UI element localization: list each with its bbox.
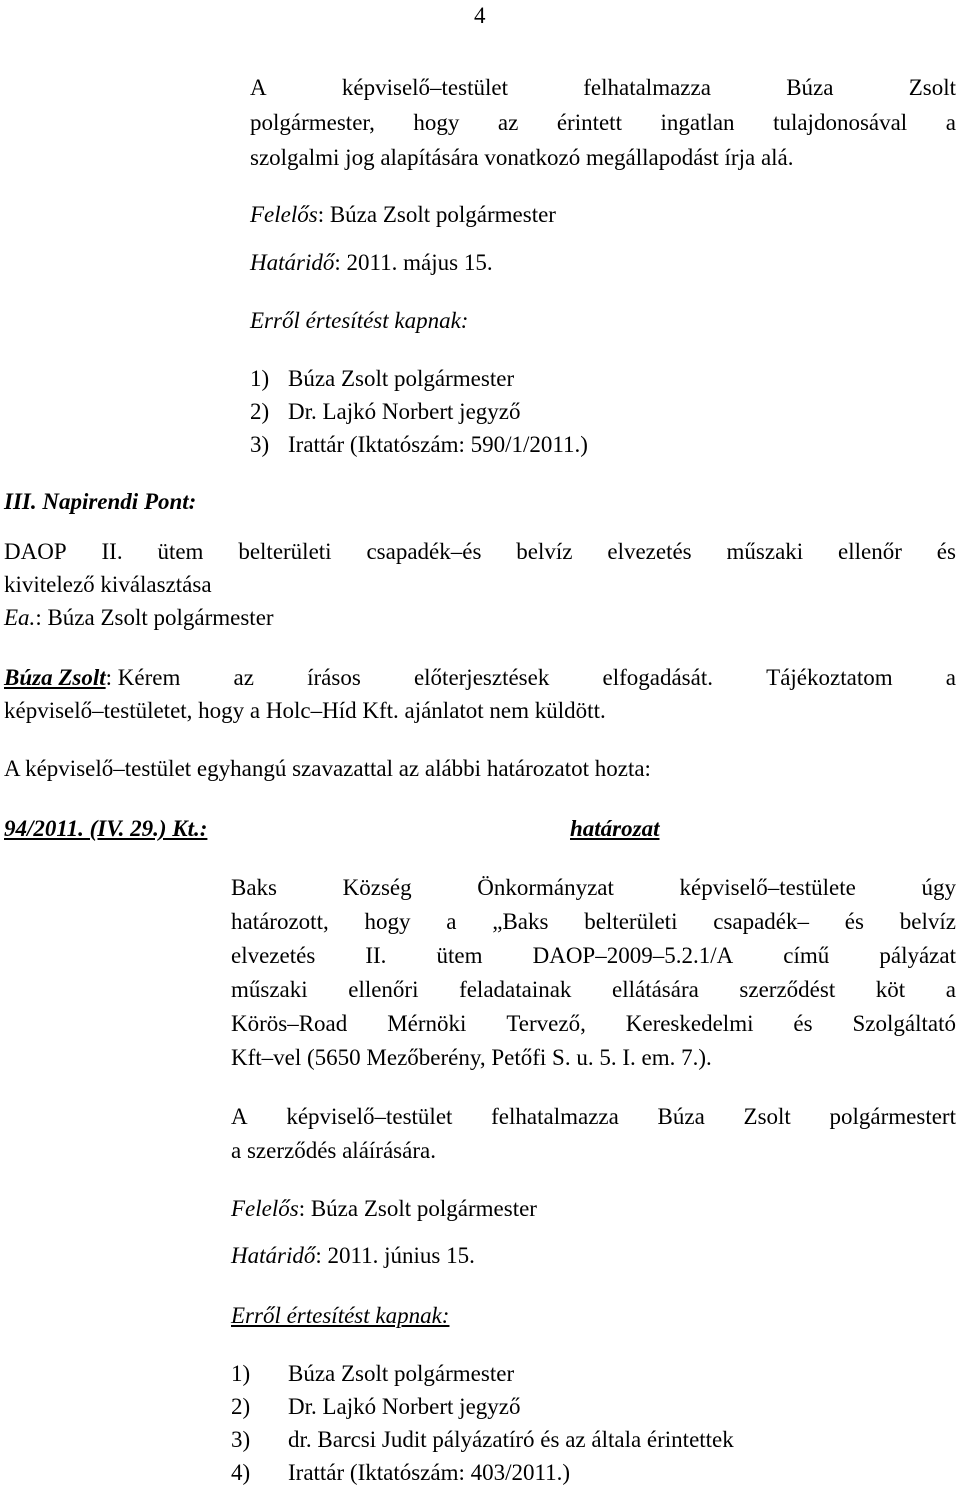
list-item-text: Irattár (Iktatószám: 590/1/2011.) — [288, 432, 588, 457]
agenda-presenter — [4, 606, 274, 629]
word: úgy — [921, 875, 956, 900]
word: Búza — [786, 75, 834, 100]
word: Zsolt — [908, 75, 956, 100]
word: műszaki — [231, 977, 308, 1002]
word: : Kérem — [105, 665, 181, 690]
resolution1-hatarido — [250, 251, 493, 274]
felelos-value: : Búza Zsolt polgármester — [298, 1196, 537, 1221]
word: a — [945, 110, 956, 135]
word: feladatainak — [459, 977, 572, 1002]
word: és — [936, 539, 956, 564]
agenda-title-line-2: kivitelező kiválasztása — [4, 572, 212, 597]
resolution2-felelos — [231, 1197, 537, 1220]
page-number: 4 — [474, 3, 486, 28]
list-item-number: 4) — [231, 1460, 251, 1485]
word: az — [233, 665, 254, 690]
word: a — [945, 665, 956, 690]
resolution1-notify-item — [250, 367, 514, 390]
word: és — [793, 1011, 813, 1036]
agenda-title-line-1 — [4, 540, 956, 563]
speech-line-1 — [4, 666, 956, 689]
word: pályázat — [879, 943, 956, 968]
word: Körös–Road — [231, 1011, 348, 1036]
resolution1-notify-item — [250, 400, 520, 423]
word: felhatalmazza — [491, 1104, 619, 1129]
hatarido-label: Határidő — [231, 1243, 316, 1268]
resolution1-line-2 — [250, 111, 956, 134]
word: előterjesztések — [413, 665, 550, 690]
list-item-text: Búza Zsolt polgármester — [288, 1361, 515, 1386]
felelos-label: Felelős — [231, 1196, 299, 1221]
resolution2-line-6: Kft–vel (5650 Mezőberény, Petőfi S. u. 5. I. em. 7.). — [231, 1045, 712, 1070]
word: képviselő–testület — [286, 1104, 453, 1129]
resolution2-auth-line-2: a szerződés aláírására. — [231, 1138, 436, 1163]
word: Baks — [231, 875, 277, 900]
ea-label: Ea. — [4, 605, 36, 630]
word: DAOP–2009–5.2.1/A — [532, 943, 734, 968]
resolution1-notify-item — [250, 433, 588, 456]
word: csapadék– — [713, 909, 810, 934]
hatarido-value: : 2011. május 15. — [334, 250, 493, 275]
word: képviselő–testület — [341, 75, 508, 100]
list-item-number: 1) — [250, 366, 270, 391]
resolution2-line-4 — [231, 978, 956, 1001]
word: a — [945, 977, 956, 1002]
word: polgármestert — [829, 1104, 956, 1129]
word: szerződést — [739, 977, 836, 1002]
resolution1-line-1 — [250, 76, 956, 99]
hatarido-value: : 2011. június 15. — [315, 1243, 475, 1268]
word: a — [446, 909, 457, 934]
resolution2-line-3 — [231, 944, 956, 967]
word: az — [497, 110, 519, 135]
word: belterületi — [238, 539, 332, 564]
word: Zsolt — [743, 1104, 791, 1129]
word: polgármester, — [250, 110, 375, 135]
list-item-number: 1) — [231, 1361, 251, 1386]
word: Kereskedelmi — [625, 1011, 754, 1036]
word: műszaki — [726, 539, 804, 564]
list-item-number: 2) — [231, 1394, 251, 1419]
word: és — [844, 909, 864, 934]
word: A — [231, 1104, 248, 1129]
resolution-label: határozat — [570, 816, 660, 841]
word: DAOP — [4, 539, 67, 564]
word: belterületi — [584, 909, 678, 934]
word: című — [783, 943, 830, 968]
word: ellátására — [612, 977, 699, 1002]
word: elvezetés — [607, 539, 692, 564]
vote-text: A képviselő–testület egyhangú szavazattal az alábbi határozatot hozta: — [4, 756, 651, 781]
word: írásos — [307, 665, 361, 690]
word: ellenőr — [838, 539, 902, 564]
resolution2-line-2 — [231, 910, 956, 933]
resolution-number: 94/2011. (IV. 29.) Kt.: — [4, 816, 208, 841]
word: ingatlan — [660, 110, 735, 135]
resolution2-hatarido — [231, 1244, 475, 1267]
list-item-number: 3) — [250, 432, 270, 457]
felelos-value: : Búza Zsolt polgármester — [317, 202, 556, 227]
agenda-heading: III. Napirendi Pont: — [4, 489, 197, 514]
word: elfogadását. — [602, 665, 713, 690]
word: belvíz — [899, 909, 956, 934]
word: Önkormányzat — [477, 875, 614, 900]
resolution2-notify-item — [231, 1461, 570, 1484]
list-item-number: 3) — [231, 1427, 251, 1452]
resolution2-notify-item — [231, 1428, 734, 1451]
word: köt — [875, 977, 906, 1002]
word: II. — [365, 943, 387, 968]
word: II. — [101, 539, 123, 564]
ea-value: : Búza Zsolt polgármester — [35, 605, 274, 630]
resolution2-auth-line-1 — [231, 1105, 956, 1128]
word: csapadék–és — [366, 539, 482, 564]
word: érintett — [556, 110, 622, 135]
resolution2-notify-item — [231, 1395, 520, 1418]
word: képviselő–testülete — [679, 875, 856, 900]
resolution1-line-3: szolgalmi jog alapítására vonatkozó megállapodást írja alá. — [250, 145, 794, 170]
hatarido-label: Határidő — [250, 250, 335, 275]
word: határozott, — [231, 909, 329, 934]
word: belvíz — [516, 539, 573, 564]
speech-line-2: képviselő–testületet, hogy a Holc–Híd Kft. ajánlatot nem küldött. — [4, 698, 606, 723]
resolution2-notify-item — [231, 1362, 514, 1385]
speaker-group — [4, 666, 180, 689]
word: „Baks — [492, 909, 549, 934]
list-item-number: 2) — [250, 399, 270, 424]
word: felhatalmazza — [583, 75, 711, 100]
word: ütem — [436, 943, 483, 968]
list-item-text: dr. Barcsi Judit pályázatíró és az általa érintettek — [288, 1427, 734, 1452]
word: Község — [342, 875, 412, 900]
resolution2-line-1 — [231, 876, 956, 899]
resolution2-notify-heading: Erről értesítést kapnak: — [231, 1303, 450, 1328]
word: Búza — [657, 1104, 705, 1129]
resolution1-felelos — [250, 203, 556, 226]
felelos-label: Felelős — [250, 202, 318, 227]
resolution1-notify-heading: Erről értesítést kapnak: — [250, 308, 469, 333]
word: Tervező, — [506, 1011, 586, 1036]
list-item-text: Dr. Lajkó Norbert jegyző — [288, 399, 521, 424]
resolution2-line-5 — [231, 1012, 956, 1035]
word: hogy — [364, 909, 411, 934]
speaker-name: Búza Zsolt — [4, 665, 106, 690]
word: ellenőri — [348, 977, 419, 1002]
list-item-text: Irattár (Iktatószám: 403/2011.) — [288, 1460, 571, 1485]
word: Szolgáltató — [852, 1011, 956, 1036]
word: A — [250, 75, 267, 100]
word: tulajdonosával — [773, 110, 908, 135]
word: ütem — [157, 539, 204, 564]
word: Tájékoztatom — [766, 665, 893, 690]
word: hogy — [413, 110, 460, 135]
word: Mérnöki — [387, 1011, 467, 1036]
word: elvezetés — [231, 943, 316, 968]
list-item-text: Dr. Lajkó Norbert jegyző — [288, 1394, 521, 1419]
list-item-text: Búza Zsolt polgármester — [288, 366, 515, 391]
